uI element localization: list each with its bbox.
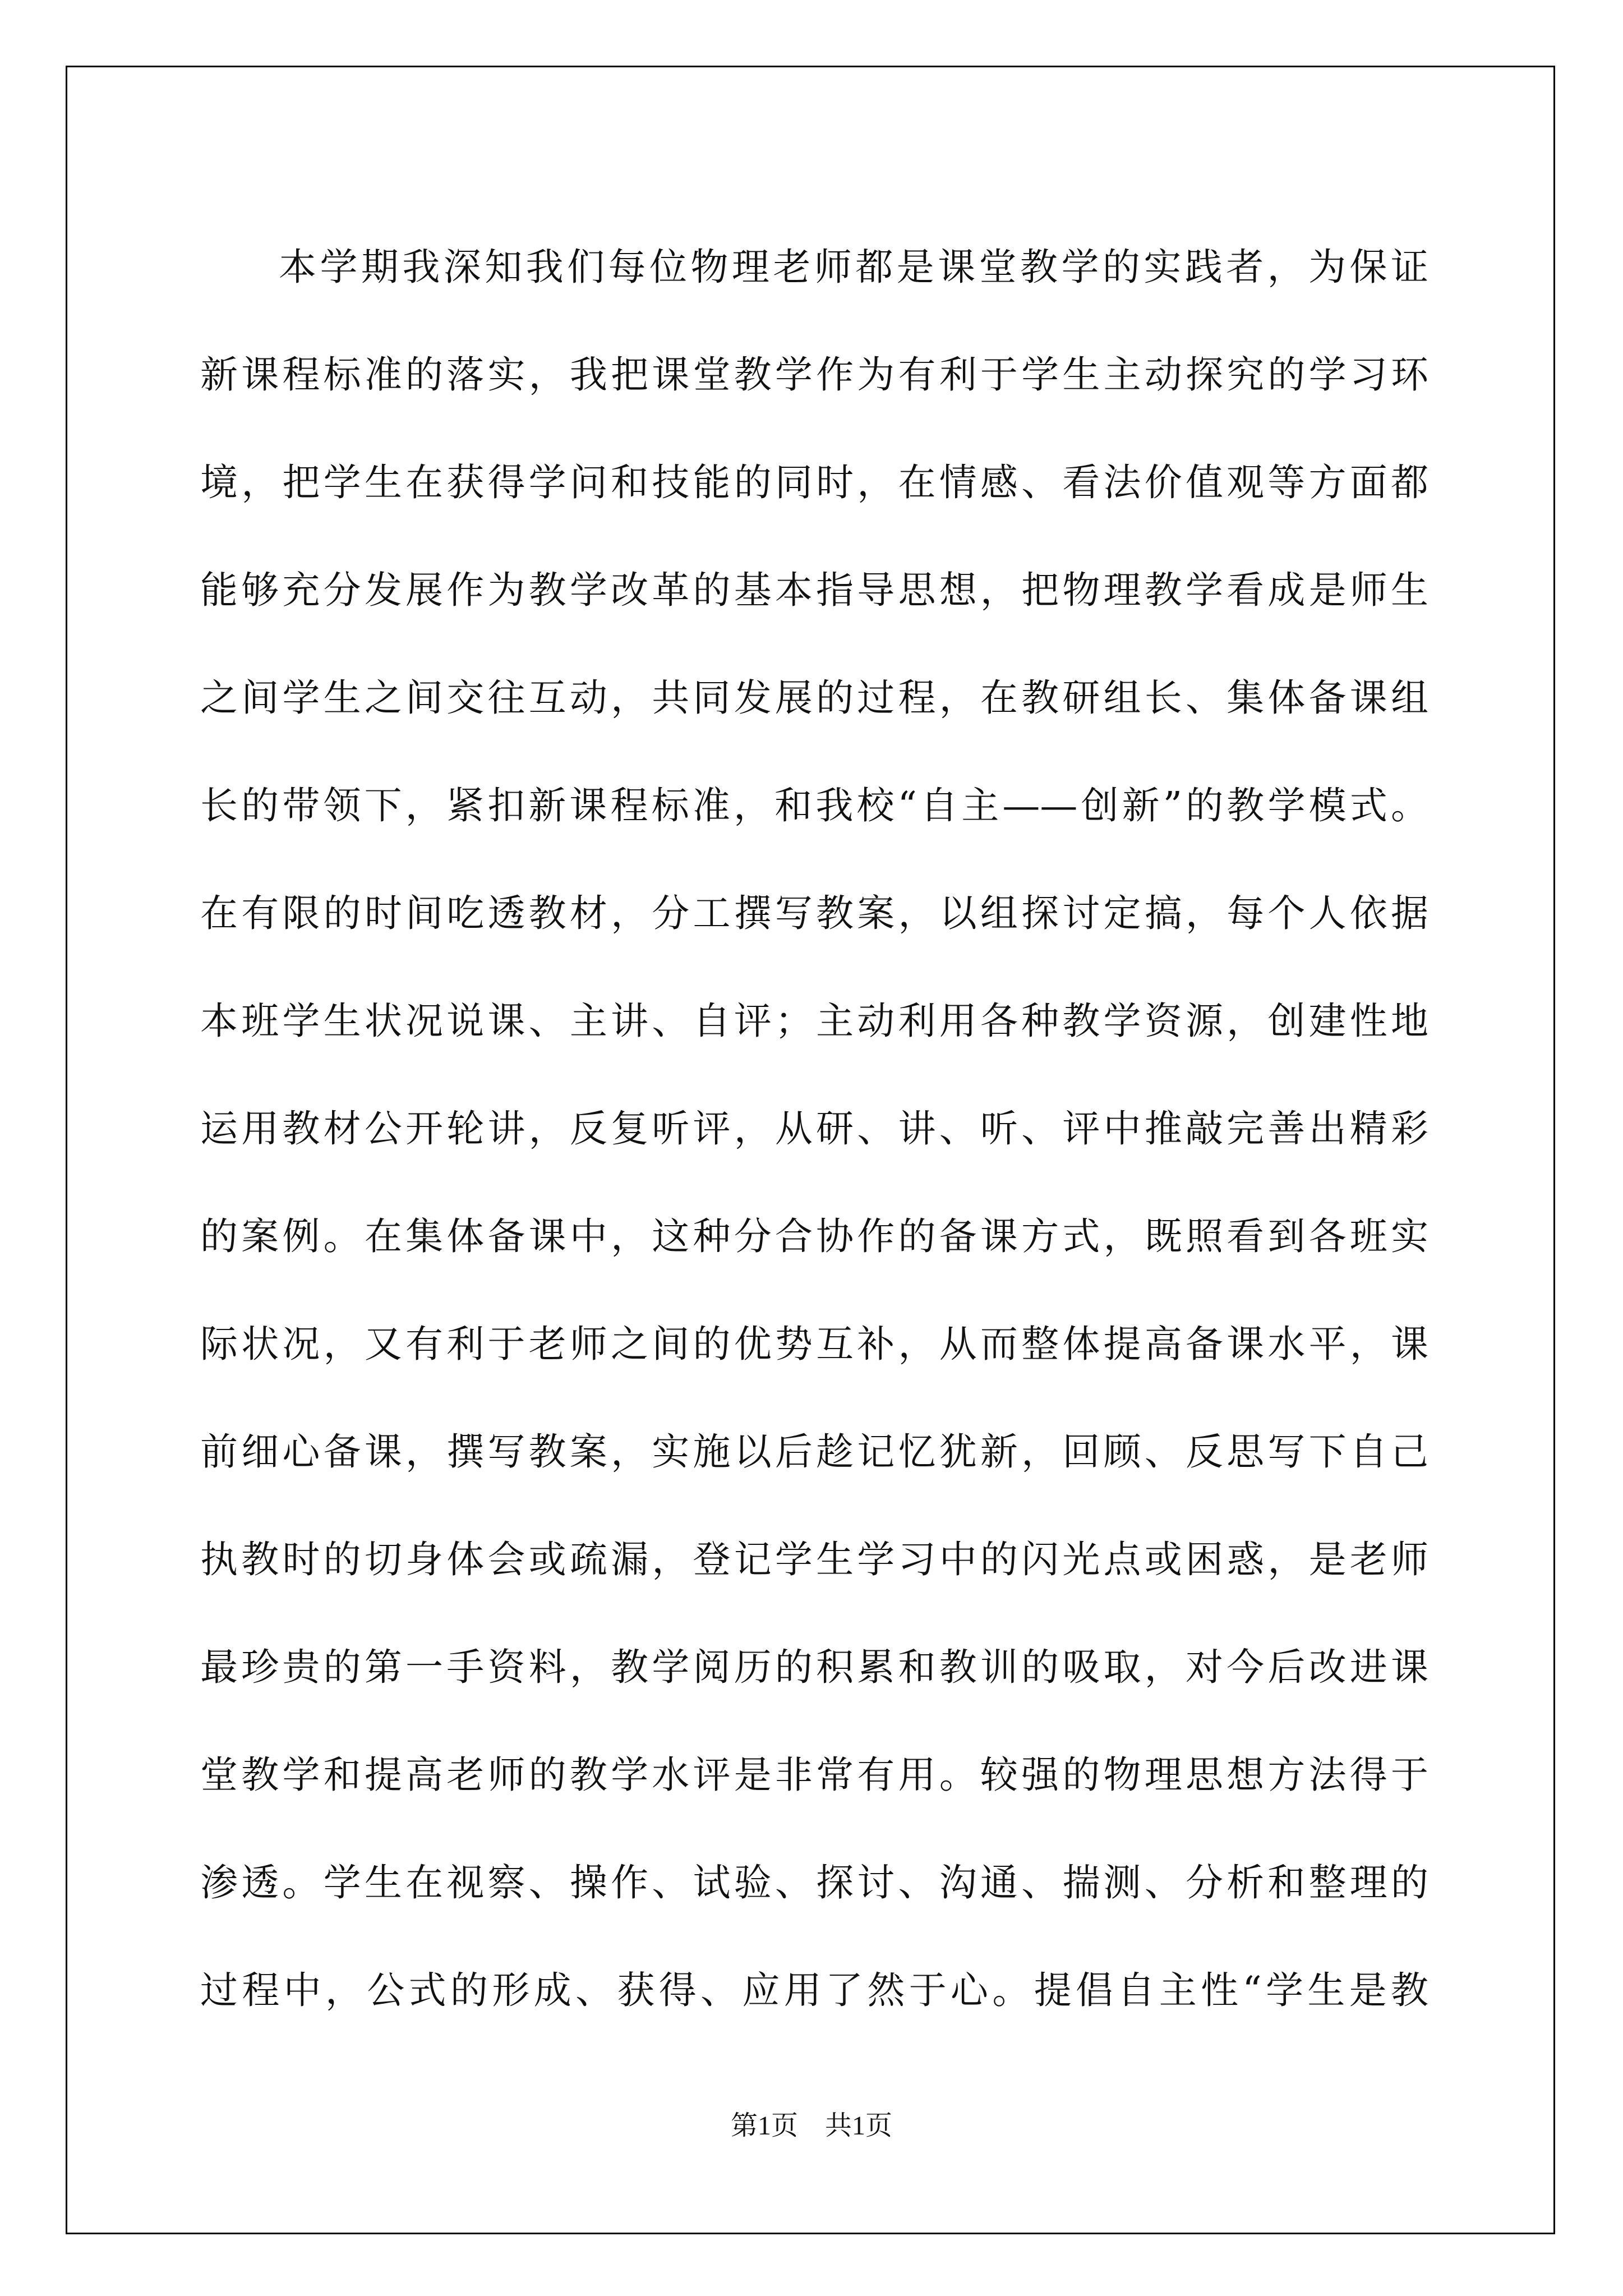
text-line: 堂教学和提高老师的教学水评是非常有用。较强的物理思想方法得于: [200, 1753, 1428, 1797]
text-line: 长的带领下，紧扣新课程标准，和我校“自主——创新”的教学模式。: [200, 784, 1428, 827]
text-line: 渗透。学生在视察、操作、试验、探讨、沟通、揣测、分析和整理的: [200, 1861, 1428, 1904]
text-line: 在有限的时间吃透教材，分工撰写教案，以组探讨定搞，每个人依据: [200, 891, 1428, 935]
text-line: 新课程标准的落实，我把课堂教学作为有利于学生主动探究的学习环: [200, 353, 1428, 397]
text-line: 本学期我深知我们每位物理老师都是课堂教学的实践者，为保证: [279, 245, 1428, 289]
text-line: 的案例。在集体备课中，这种分合协作的备课方式，既照看到各班实: [200, 1214, 1428, 1258]
text-line: 过程中，公式的形成、获得、应用了然于心。提倡自主性“学生是教: [200, 1968, 1428, 2012]
text-line: 前细心备课，撰写教案，实施以后趁记忆犹新，回顾、反思写下自己: [200, 1430, 1428, 1474]
text-line: 运用教材公开轮讲，反复听评，从研、讲、听、评中推敲完善出精彩: [200, 1107, 1428, 1151]
text-line: 执教时的切身体会或疏漏，登记学生学习中的闪光点或困惑，是老师: [200, 1538, 1428, 1581]
text-line: 之间学生之间交往互动，共同发展的过程，在教研组长、集体备课组: [200, 676, 1428, 720]
text-line: 最珍贵的第一手资料，教学阅历的积累和教训的吸取，对今后改进课: [200, 1645, 1428, 1689]
body-paragraph: [200, 213, 1428, 2044]
text-line: 际状况，又有利于老师之间的优势互补，从而整体提高备课水平，课: [200, 1322, 1428, 1366]
page-footer: 第1页 共1页: [730, 2111, 892, 2141]
text-line: 境，把学生在获得学问和技能的同时，在情感、看法价值观等方面都: [200, 461, 1428, 504]
text-line: 能够充分发展作为教学改革的基本指导思想，把物理教学看成是师生: [200, 568, 1428, 612]
text-line: 本班学生状况说课、主讲、自评；主动利用各种教学资源，创建性地: [200, 999, 1428, 1043]
